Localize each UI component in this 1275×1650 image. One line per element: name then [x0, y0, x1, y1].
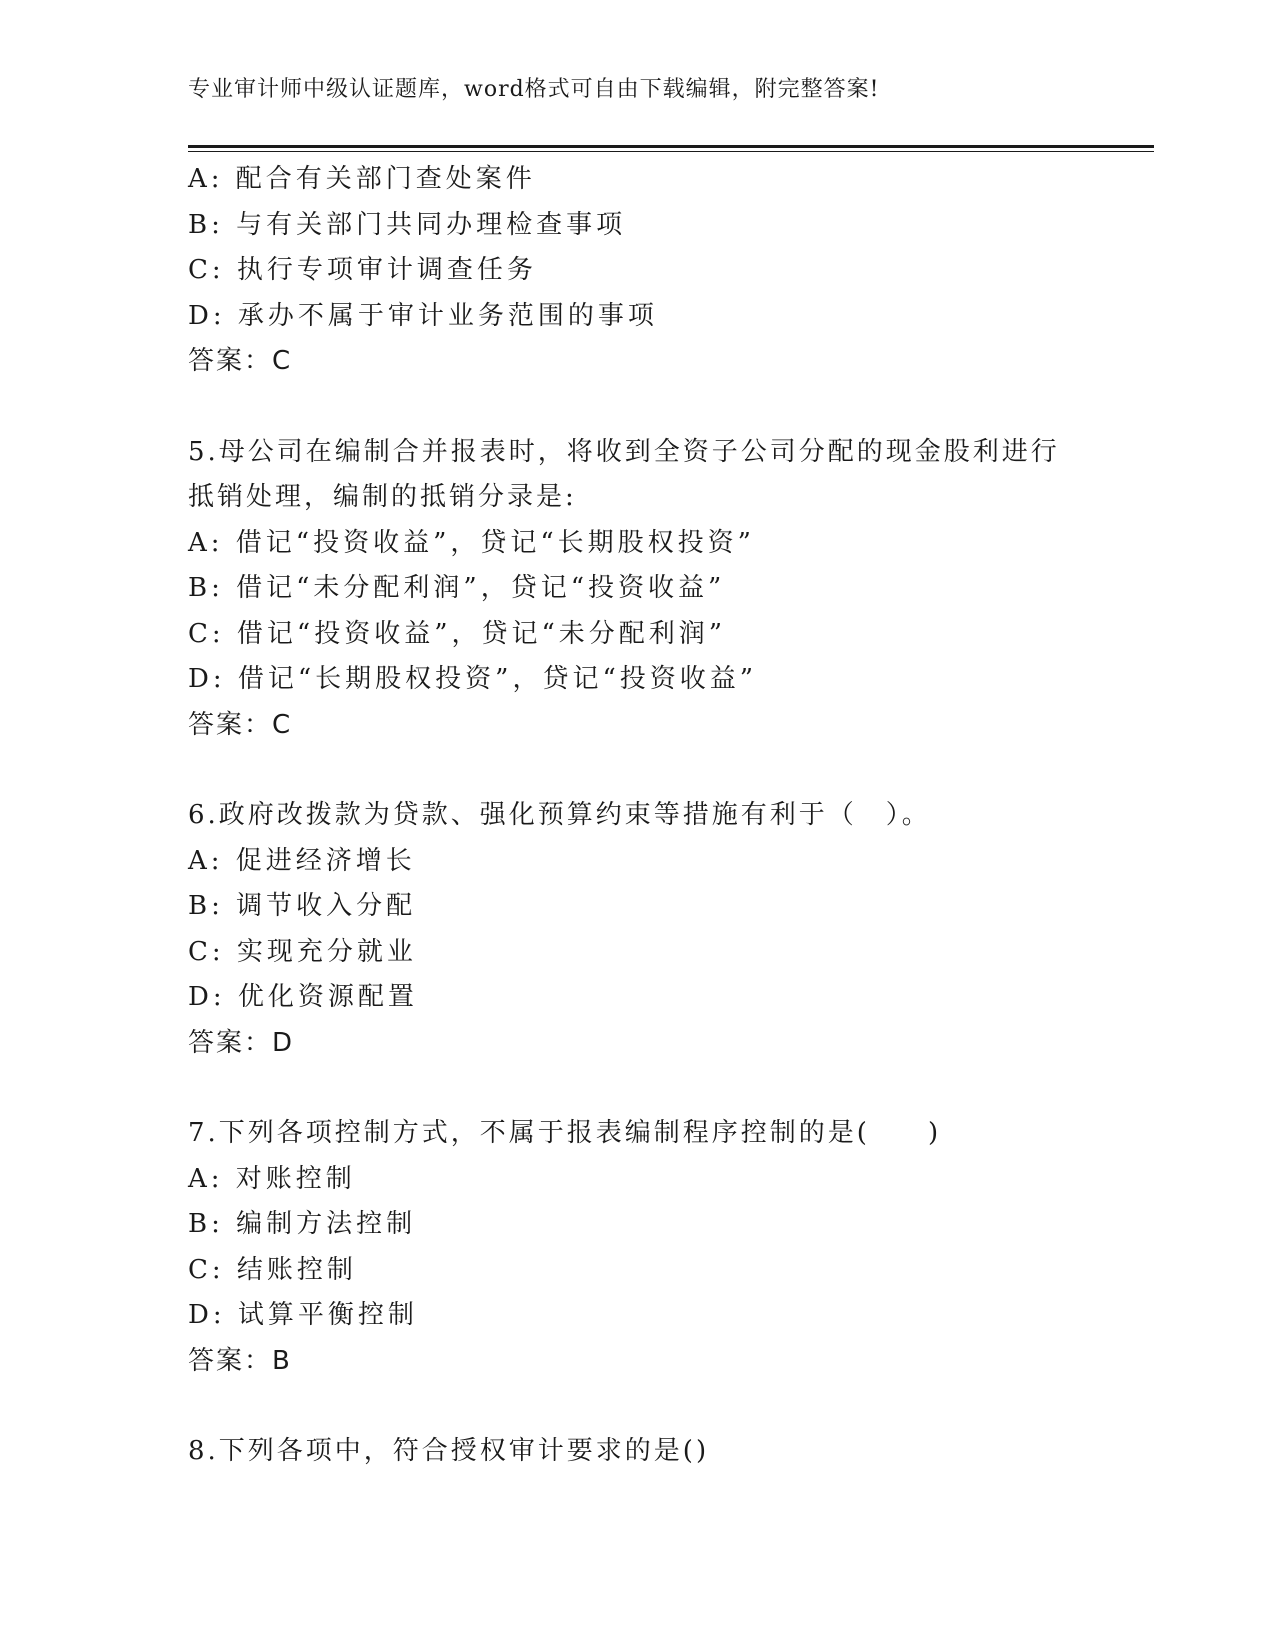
question-stem: 5.母公司在编制合并报表时，将收到全资子公司分配的现金股利进行: [188, 436, 1060, 467]
option-c: C: 实现充分就业: [188, 936, 417, 967]
option-d: D: 试算平衡控制: [188, 1300, 418, 1330]
answer-line: 答案：D: [188, 1027, 295, 1058]
option-a: A: 促进经济增长: [188, 845, 416, 876]
answer-line: 答案：C: [188, 709, 293, 740]
header-rule-thick: [188, 145, 1154, 148]
question-stem-continued: 抵销处理，编制的抵销分录是:: [188, 482, 577, 512]
page-header: 专业审计师中级认证题库，word格式可自由下载编辑，附完整答案!: [188, 77, 880, 102]
question-block-8: [188, 1429, 1154, 1475]
option-a: A: 对账控制: [188, 1163, 356, 1194]
question-block-6: [188, 793, 1154, 1066]
option-c: C: 借记“投资收益”，贷记“未分配利润”: [188, 618, 727, 649]
answer-line: 答案：B: [188, 1345, 292, 1376]
option-d: D: 借记“长期股权投资”，贷记“投资收益”: [188, 664, 758, 694]
question-block-7: [188, 1111, 1154, 1384]
question-block-5: [188, 430, 1154, 749]
question-stem: 7.下列各项控制方式，不属于报表编制程序控制的是( ): [188, 1118, 942, 1148]
option-a: A: 配合有关部门查处案件: [188, 164, 536, 194]
option-a: A: 借记“投资收益”，贷记“长期股权投资”: [188, 527, 755, 558]
answer-line: 答案：C: [188, 346, 293, 376]
option-d: D: 优化资源配置: [188, 982, 418, 1012]
option-b: B: 编制方法控制: [188, 1209, 417, 1239]
option-d: D: 承办不属于审计业务范围的事项: [188, 300, 658, 331]
option-c: C: 结账控制: [188, 1254, 357, 1285]
question-stem: 8.下列各项中，符合授权审计要求的是(): [188, 1436, 710, 1466]
header-rule-thin: [188, 151, 1154, 152]
question-block-4: [188, 157, 1154, 385]
option-b: B: 调节收入分配: [188, 891, 417, 921]
question-stem: 6.政府改拨款为贷款、强化预算约束等措施有利于（ ）。: [188, 800, 931, 830]
question-list: [188, 157, 1154, 1520]
option-c: C: 执行专项审计调查任务: [188, 255, 537, 285]
option-b: B: 与有关部门共同办理检查事项: [188, 209, 627, 240]
option-b: B: 借记“未分配利润”，贷记“投资收益”: [188, 573, 726, 603]
